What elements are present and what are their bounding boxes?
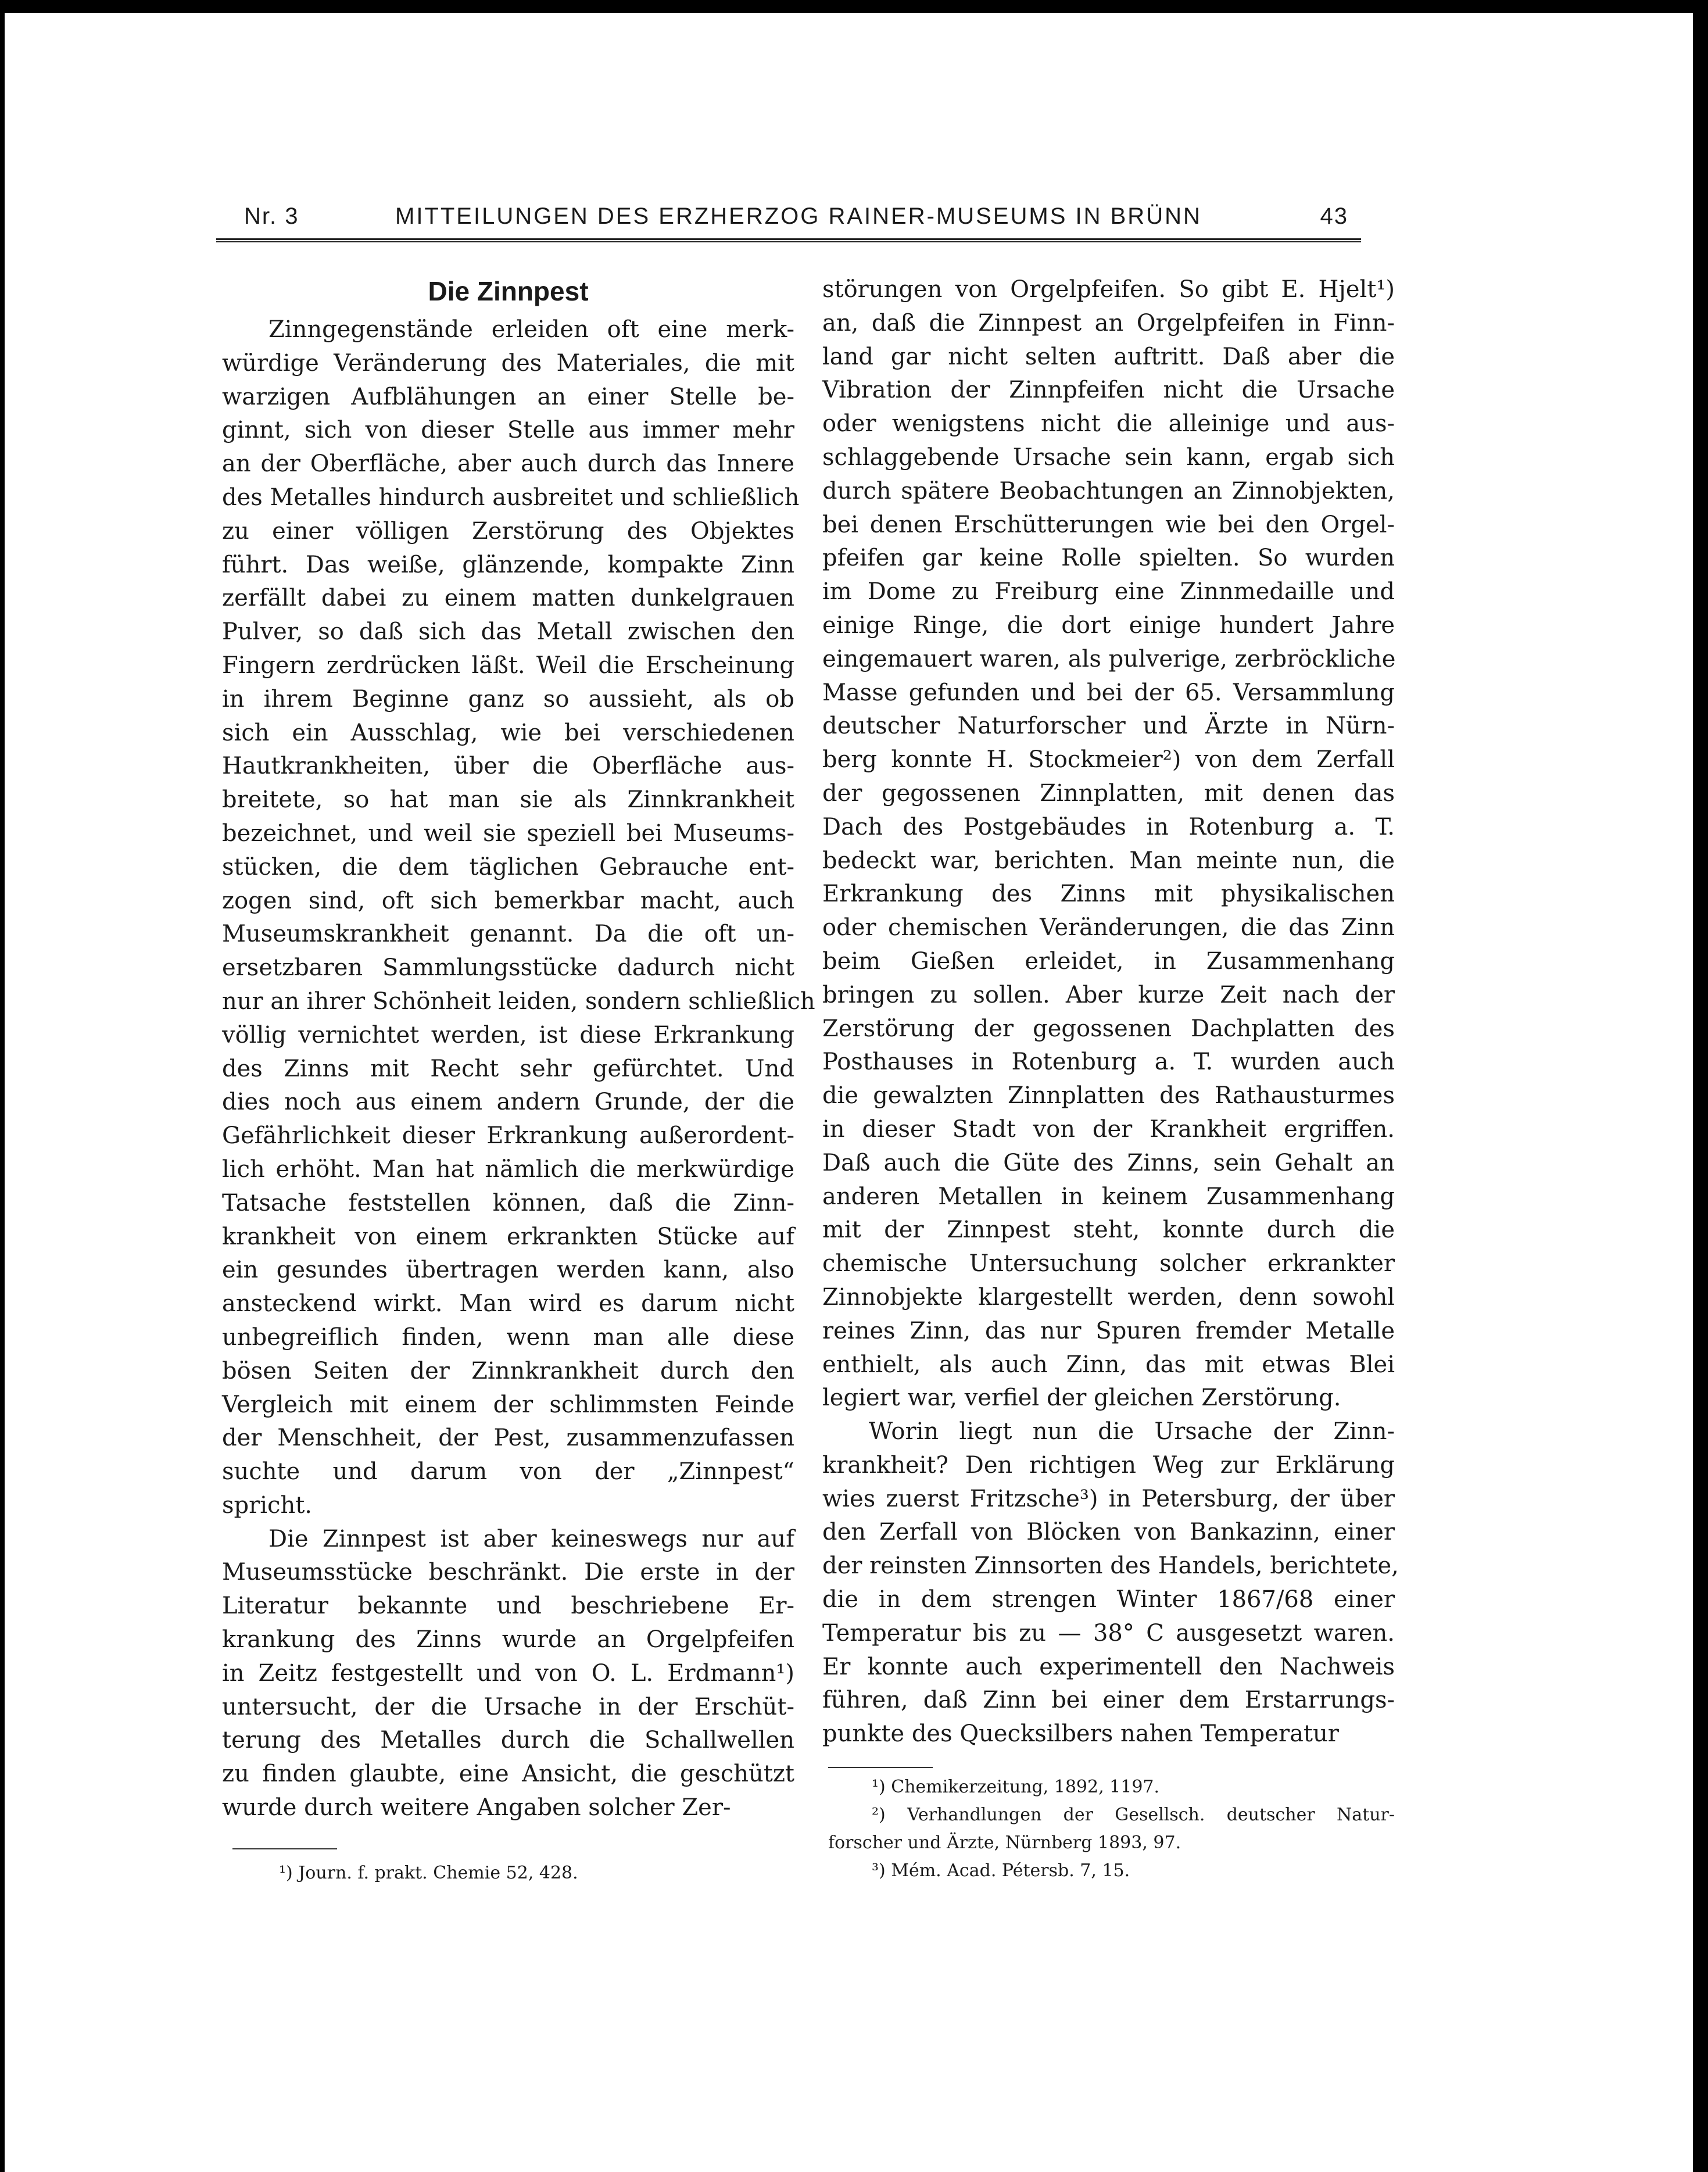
text-line: bezeichnet, und weil sie speziell bei Museums- xyxy=(222,820,794,847)
text-line: Die Zinnpest ist aber keineswegs nur auf xyxy=(268,1525,794,1552)
text-line: pfeifen gar keine Rolle spielten. So wurden xyxy=(822,545,1395,572)
text-line: bei denen Erschütterungen wie bei den Orgel- xyxy=(822,511,1395,538)
footnote-left-1: ¹) Journ. f. prakt. Chemie 52, 428. xyxy=(279,1863,578,1883)
left-column xyxy=(222,273,815,1825)
text-line: Masse gefunden und bei der 65. Versammlung xyxy=(822,679,1395,706)
text-line: im Dome zu Freiburg eine Zinnmedaille und xyxy=(822,578,1395,606)
issue-number: Nr. 3 xyxy=(244,203,299,229)
text-line: nur an ihrer Schönheit leiden, sondern schließlich xyxy=(222,987,815,1015)
text-line: breitete, so hat man sie als Zinnkrankheit xyxy=(222,786,794,814)
text-line: bedeckt war, berichten. Man meinte nun, die xyxy=(822,847,1395,874)
text-line: terung des Metalles durch die Schallwellen xyxy=(222,1727,794,1754)
text-line: des Metalles hindurch ausbreitet und schließlich xyxy=(222,484,800,511)
journal-title: MITTEILUNGEN DES ERZHERZOG RAINER-MUSEUMS IN BRÜNN xyxy=(395,203,1202,229)
text-line: störungen von Orgelpfeifen. So gibt E. Hjelt¹) xyxy=(822,276,1395,303)
footnote-right-1: ¹) Chemikerzeitung, 1892, 1197. xyxy=(872,1777,1160,1797)
text-line: ginnt, sich von dieser Stelle aus immer mehr xyxy=(222,417,794,444)
text-line: Museumskrankheit genannt. Da die oft un- xyxy=(222,921,794,948)
text-line: die in dem strengen Winter 1867/68 einer xyxy=(822,1586,1395,1613)
text-line: ersetzbaren Sammlungsstücke dadurch nicht xyxy=(222,954,794,982)
text-line: in dieser Stadt von der Krankheit ergriffen. xyxy=(822,1115,1395,1143)
text-line: berg konnte H. Stockmeier²) von dem Zerfall xyxy=(822,746,1395,774)
text-line: zerfällt dabei zu einem matten dunkelgrauen xyxy=(222,585,794,612)
text-line: Literatur bekannte und beschriebene Er- xyxy=(222,1593,794,1620)
text-line: ein gesundes übertragen werden kann, also xyxy=(222,1257,794,1284)
text-line: die gewalzten Zinnplatten des Rathausturmes xyxy=(822,1082,1395,1110)
text-line: einige Ringe, die dort einige hundert Jahre xyxy=(822,611,1395,639)
text-line: in ihrem Beginne ganz so aussieht, als ob xyxy=(222,685,794,713)
text-line: Zinnobjekte klargestellt werden, denn sowohl xyxy=(822,1283,1395,1311)
text-line: Er konnte auch experimentell den Nachweis xyxy=(822,1653,1395,1680)
text-line: land gar nicht selten auftritt. Daß aber die xyxy=(822,343,1395,370)
text-line: lich erhöht. Man hat nämlich die merkwürdige xyxy=(222,1155,794,1183)
text-line: den Zerfall von Blöcken von Bankazinn, einer xyxy=(822,1519,1395,1546)
text-line: bösen Seiten der Zinnkrankheit durch den xyxy=(222,1357,794,1384)
text-line: untersucht, der die Ursache in der Erschüt- xyxy=(222,1693,794,1720)
text-line: oder chemischen Veränderungen, die das Zinn xyxy=(822,914,1395,942)
text-line: krankheit? Den richtigen Weg zur Erklärung xyxy=(822,1451,1395,1479)
text-line: reines Zinn, das nur Spuren fremder Metalle xyxy=(822,1317,1395,1344)
text-line: krankung des Zinns wurde an Orgelpfeifen xyxy=(222,1626,794,1654)
text-line: punkte des Quecksilbers nahen Temperatur xyxy=(822,1720,1339,1748)
text-line: Worin liegt nun die Ursache der Zinn- xyxy=(869,1418,1395,1445)
text-line: eingemauert waren, als pulverige, zerbröckliche xyxy=(822,645,1396,672)
text-line: Museumsstücke beschränkt. Die erste in der xyxy=(222,1559,794,1586)
text-line: warzigen Aufblähungen an einer Stelle be- xyxy=(222,383,794,410)
text-line: der reinsten Zinnsorten des Handels, berichtete, xyxy=(822,1552,1399,1580)
text-line: Daß auch die Güte des Zinns, sein Gehalt an xyxy=(822,1149,1395,1176)
footnote-right-2-cont: forscher und Ärzte, Nürnberg 1893, 97. xyxy=(828,1833,1181,1853)
text-line: ansteckend wirkt. Man wird es darum nicht xyxy=(222,1290,794,1318)
text-line: wurde durch weitere Angaben solcher Zer- xyxy=(222,1794,731,1822)
text-line: zogen sind, oft sich bemerkbar macht, auch xyxy=(222,887,794,914)
text-line: sich ein Ausschlag, wie bei verschiedenen xyxy=(222,719,794,746)
text-line: wies zuerst Fritzsche³) in Petersburg, der über xyxy=(822,1485,1395,1512)
text-line: Fingern zerdrücken läßt. Weil die Erscheinung xyxy=(222,652,794,679)
text-line: krankheit von einem erkrankten Stücke auf xyxy=(222,1223,794,1250)
text-line: spricht. xyxy=(222,1491,312,1519)
text-line: anderen Metallen in keinem Zusammenhang xyxy=(822,1183,1395,1210)
footnote-right-3: ³) Mém. Acad. Pétersb. 7, 15. xyxy=(872,1860,1130,1881)
text-line: führt. Das weiße, glänzende, kompakte Zinn xyxy=(222,551,794,578)
text-line: Pulver, so daß sich das Metall zwischen den xyxy=(222,618,794,646)
text-line: Gefährlichkeit dieser Erkrankung außerordent- xyxy=(222,1122,794,1150)
text-line: durch spätere Beobachtungen an Zinnobjekten, xyxy=(822,477,1395,504)
text-line: zu finden glaubte, eine Ansicht, die geschützt xyxy=(222,1760,794,1788)
text-line: bringen zu sollen. Aber kurze Zeit nach der xyxy=(822,981,1395,1008)
left-column-text xyxy=(222,313,815,1825)
text-line: Dach des Postgebäudes in Rotenburg a. T. xyxy=(822,813,1395,840)
text-line: Posthauses in Rotenburg a. T. wurden auch xyxy=(822,1049,1395,1076)
text-line: der Menschheit, der Pest, zusammenzufassen xyxy=(222,1425,794,1452)
text-line: des Zinns mit Recht sehr gefürchtet. Und xyxy=(222,1055,794,1082)
footnote-right-2: ²) Verhandlungen der Gesellsch. deutscher Natur- xyxy=(872,1805,1395,1825)
scan-border-right xyxy=(1693,0,1708,2172)
header-rule xyxy=(216,238,1361,242)
right-column xyxy=(822,273,1399,1751)
text-line: unbegreiflich finden, wenn man alle diese xyxy=(222,1323,794,1351)
text-line: suchte und darum von der „Zinnpest“ xyxy=(222,1458,794,1486)
text-line: völlig vernichtet werden, ist diese Erkrankung xyxy=(222,1021,794,1049)
text-line: zu einer völligen Zerstörung des Objektes xyxy=(222,517,794,545)
text-line: an, daß die Zinnpest an Orgelpfeifen in Finn- xyxy=(822,309,1395,337)
text-line: stücken, die dem täglichen Gebrauche ent- xyxy=(222,853,794,881)
text-line: führen, daß Zinn bei einer dem Erstarrungs- xyxy=(822,1687,1395,1714)
text-line: Vibration der Zinnpfeifen nicht die Ursache xyxy=(822,377,1395,404)
article-title: Die Zinnpest xyxy=(428,276,589,306)
footnote-rule-left xyxy=(232,1848,337,1849)
running-header xyxy=(215,203,1360,238)
text-line: Temperatur bis zu — 38° C ausgesetzt waren. xyxy=(822,1619,1395,1647)
text-line: Tatsache feststellen können, daß die Zinn- xyxy=(222,1189,794,1216)
footnote-rule-right xyxy=(828,1767,933,1768)
text-line: chemische Untersuchung solcher erkrankter xyxy=(822,1250,1395,1278)
text-line: würdige Veränderung des Materiales, die mit xyxy=(222,349,794,377)
text-line: an der Oberfläche, aber auch durch das Innere xyxy=(222,450,794,478)
text-line: enthielt, als auch Zinn, das mit etwas Blei xyxy=(822,1351,1395,1378)
text-line: oder wenigstens nicht die alleinige und aus- xyxy=(822,410,1395,438)
text-line: Zinngegenstände erleiden oft eine merk- xyxy=(268,316,794,343)
text-line: schlaggebende Ursache sein kann, ergab sich xyxy=(822,443,1395,471)
text-line: Vergleich mit einem der schlimmsten Feinde xyxy=(222,1391,794,1418)
page-number: 43 xyxy=(1320,203,1348,229)
scan-border-top xyxy=(0,0,1708,13)
right-column-text xyxy=(822,273,1399,1751)
text-line: legiert war, verfiel der gleichen Zerstörung. xyxy=(822,1384,1341,1412)
text-line: beim Gießen erleidet, in Zusammenhang xyxy=(822,947,1395,975)
text-line: dies noch aus einem andern Grunde, der die xyxy=(222,1089,794,1116)
text-line: mit der Zinnpest steht, konnte durch die xyxy=(822,1216,1395,1244)
text-line: deutscher Naturforscher und Ärzte in Nürn- xyxy=(822,713,1395,740)
scan-border-left xyxy=(0,0,5,2172)
text-line: in Zeitz festgestellt und von O. L. Erdmann¹) xyxy=(222,1659,794,1687)
text-line: der gegossenen Zinnplatten, mit denen das xyxy=(822,779,1395,807)
text-line: Zerstörung der gegossenen Dachplatten des xyxy=(822,1015,1395,1042)
text-line: Erkrankung des Zinns mit physikalischen xyxy=(822,881,1395,908)
text-line: Hautkrankheiten, über die Oberfläche aus- xyxy=(222,753,794,780)
